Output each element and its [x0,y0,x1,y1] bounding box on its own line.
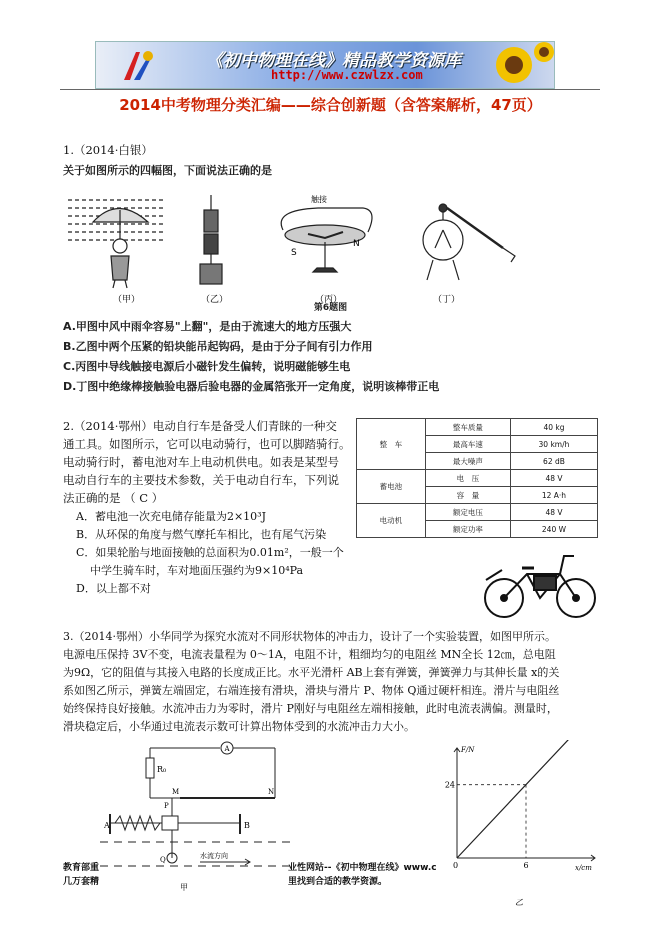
footer-left-line-1: 教育部重 [63,863,100,873]
figure-jia-label: （甲） [113,295,141,305]
q2-option-b: B．从环保的角度与燃气摩托车相比，也有尾气污染 [76,528,327,541]
q3-line-2: 电源电压保持 3V不变，电流表量程为 0～1A，电阻不计，粗细均匀的电阻丝 MN全长 12㎝，总电阻 [63,648,556,661]
force-extension-graph [445,740,605,910]
spec-group: 整 车 [357,419,426,470]
q1-figure-caption: 第6题图 [313,303,348,313]
q1-option-a: A.甲图中风中雨伞容易"上翻"，是由于流速大的地方压强大 [63,320,352,333]
q2-option-c: C．如果轮胎与地面接触的总面积为0.01m²，一般一个 [76,546,344,559]
origin-label: 0 [453,861,459,870]
q2-line-4: 电动自行车的主要技术参数，关于电动自行车，下列说 [63,473,339,487]
ebike-image [482,550,600,622]
pole-s-label: S [291,248,297,258]
q2-line-5: 法正确的是 （ C ） [63,491,164,505]
figure-bing-label: （丙） [315,295,343,305]
q1-stem: 关于如图所示的四幅图，下面说法正确的是 [63,164,272,177]
footer-right-line-2: 里找到合适的教学资源。 [288,877,388,887]
spec-key: 最高车速 [425,436,510,453]
spec-key: 整车质量 [425,419,510,436]
flow-direction-label: 水流方向 [200,852,228,860]
site-logo-icon [116,46,158,84]
q1-figure [63,180,523,310]
figure-yi-label: （乙） [201,295,229,305]
x-tick-label: 6 [523,861,529,870]
figure-ding-label: （丁） [433,295,461,305]
q3-line-5: 始终保持良好接触。水流冲击力为零时，滑片 P刚好与电阻丝左端相接触，此时电流表满偏。测量时， [63,702,558,715]
footer-left-line-2: 几万套精 [63,877,100,887]
spec-group: 蓄电池 [357,470,426,504]
q1-option-c: C.丙图中导线触接电源后小磁针发生偏转，说明磁能够生电 [63,360,351,373]
ammeter-icon: A [224,745,230,753]
spec-value: 40 kg [510,419,597,436]
x-axis-label: x/cm [575,864,592,872]
spec-key: 额定功率 [425,521,510,538]
r0-label: R₀ [157,765,167,774]
page-title: 2014中考物理分类汇编——综合创新题（含答案解析，47页） [119,96,542,114]
spec-group: 电动机 [357,504,426,538]
m-label: M [172,788,180,796]
spec-value: 62 dB [510,453,597,470]
figure-jia [68,200,163,288]
q3-line-4: 系如图乙所示，弹簧左端固定，右端连接有滑块，滑块与滑片 P、物体 Q通过硬杆相连。滑片与电阻丝 [63,684,560,697]
series-line [457,740,588,858]
q2-option-a: A．蓄电池一次充电储存能量为2×10³J [76,510,266,523]
figure-ding [423,204,515,280]
banner-url[interactable]: http://www.czwlzx.com [271,68,423,82]
footer-right-line-1: 业性网站--《初中物理在线》www.c [288,863,437,873]
spec-value: 240 W [510,521,597,538]
figure-yi-graph-label: 乙 [515,898,523,907]
y-axis-label: F/N [461,746,475,754]
p-label: P [164,802,169,810]
spec-value: 30 km/h [510,436,597,453]
q-label: Q [160,856,166,864]
q3-line-6: 滑块稳定后，小华通过电流表示数可计算出物体受到的水流冲击力大小。 [63,720,415,733]
header-banner [95,41,555,89]
spec-value: 12 A·h [510,487,597,504]
q3-line-3: 为9Ω，它的阻值与其接入电路的长度成正比。水平光滑杆 AB上套有弹簧，弹簧弹力与其伸长量 x的关 [63,666,560,679]
q1-heading: 1.（2014·白银） [63,143,153,157]
q3-line-1: 3.（2014·鄂州）小华同学为探究水流对不同形状物体的冲击力，设计了一个实验装置，如图甲所示。 [63,630,556,643]
pole-n-label: N [353,239,360,249]
q1-option-d: D.丁图中绝缘棒接触验电器后验电器的金属箔张开一定角度，说明该棒带正电 [63,380,440,393]
spec-key: 额定电压 [425,504,510,521]
a-label: A [104,821,110,830]
q2-line-2: 通工具。如图所示，它可以电动骑行，也可以脚踏骑行。 [63,437,351,451]
q2-line-3: 电动骑行时，蓄电池对车上电动机供电。如表是某型号 [63,455,339,469]
n-label: N [268,788,275,796]
spec-value: 48 V [510,470,597,487]
q2-option-d: D．以上都不对 [76,582,151,595]
q2-line-1: 2.（2014·鄂州）电动自行车是备受人们青睐的一种交 [63,419,337,433]
spec-table [356,418,598,538]
touch-label: 触接 [311,195,327,204]
spec-value: 48 V [510,504,597,521]
figure-yi [200,195,222,284]
q2-option-c-cont: 中学生骑车时，车对地面压强约为9×10⁴Pa [90,564,304,577]
header-divider [60,89,600,90]
b-label: B [244,821,250,830]
circuit-diagram [100,738,290,898]
y-tick-label: 24 [445,780,455,790]
q1-option-b: B.乙图中两个压紧的铅块能吊起钩码，是由于分子间有引力作用 [63,340,373,353]
figure-jia-circuit-label: 甲 [180,883,188,892]
banner-title: 《初中物理在线》精品教学资源库 [206,51,461,71]
spec-key: 容 量 [425,487,510,504]
spec-key: 电 压 [425,470,510,487]
spec-key: 最大噪声 [425,453,510,470]
sunflower-icon [474,42,554,88]
